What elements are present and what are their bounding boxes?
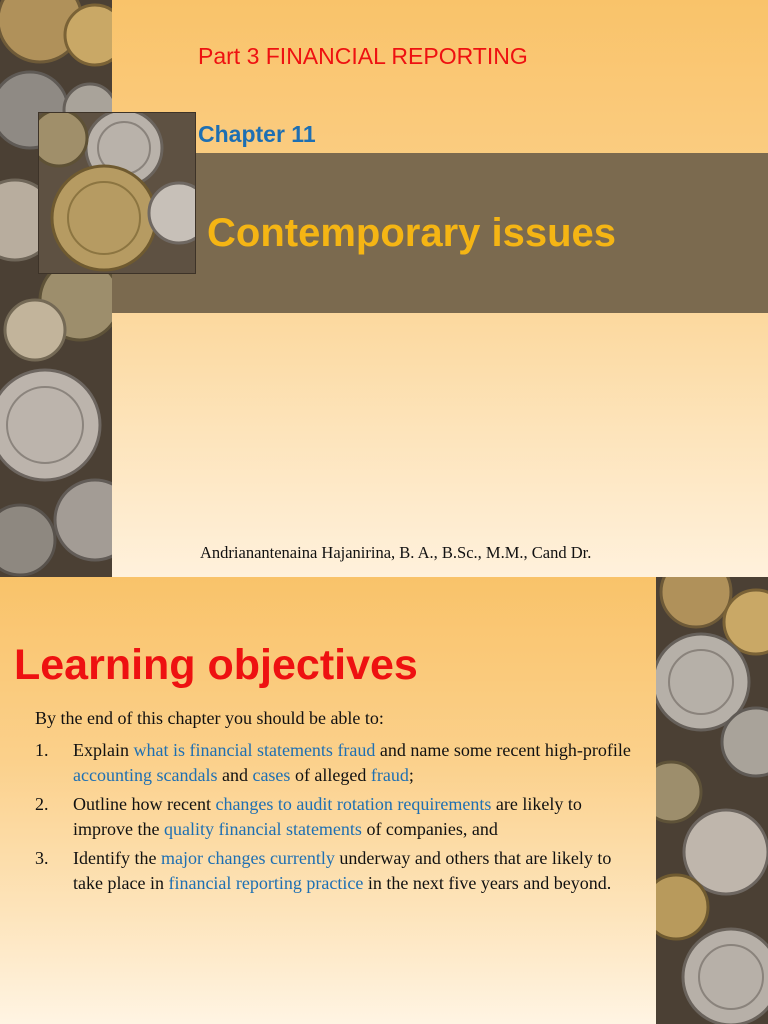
objective-item [35,738,645,787]
highlighted-term: major changes currently [160,848,335,868]
highlighted-term: financial reporting practice [168,872,364,893]
coins-image [656,577,768,1024]
highlighted-term: fraud [370,764,409,785]
author-credit: Andrianantenaina Hajanirina, B. A., B.Sc., M.M., Cand Dr. [200,543,592,562]
objective-item [35,846,645,895]
objective-text: Explain [73,740,134,760]
highlighted-term: accounting scandals [73,764,218,785]
chapter-label: Chapter 11 [198,121,316,147]
intro-text: By the end of this chapter you should be able to: [35,708,384,728]
slide-title: Learning objectives [14,641,418,689]
objective-item [35,792,645,841]
objective-text: Outline how recent [73,794,216,814]
highlighted-term: quality financial statements [163,818,362,839]
coins-photo [38,112,196,274]
slide-title: Contemporary issues [207,211,617,255]
objective-text: are likely to improve the [73,794,582,839]
coins-image [0,0,112,577]
highlighted-term: changes to audit rotation requirements [215,794,492,814]
objective-number: 2. [35,794,49,814]
highlighted-term: cases [252,764,291,785]
objective-text: and [217,764,253,785]
objectives-list [35,738,645,900]
objective-number: 1. [35,740,49,760]
objective-text: of alleged [290,764,371,785]
objective-text: Identify the [73,848,161,868]
highlighted-term: what is financial statements fraud [133,740,376,760]
objective-text: in the next five years and beyond. [363,872,612,893]
objective-text: of companies, and [361,818,498,839]
objective-number: 3. [35,848,49,868]
objective-text: ; [408,764,414,785]
objective-text: underway and others that are likely to take place in [73,848,612,893]
part-title: Part 3 FINANCIAL REPORTING [198,43,528,69]
objectives-slide [0,577,768,1024]
objective-text: and name some recent high-profile [375,740,631,760]
